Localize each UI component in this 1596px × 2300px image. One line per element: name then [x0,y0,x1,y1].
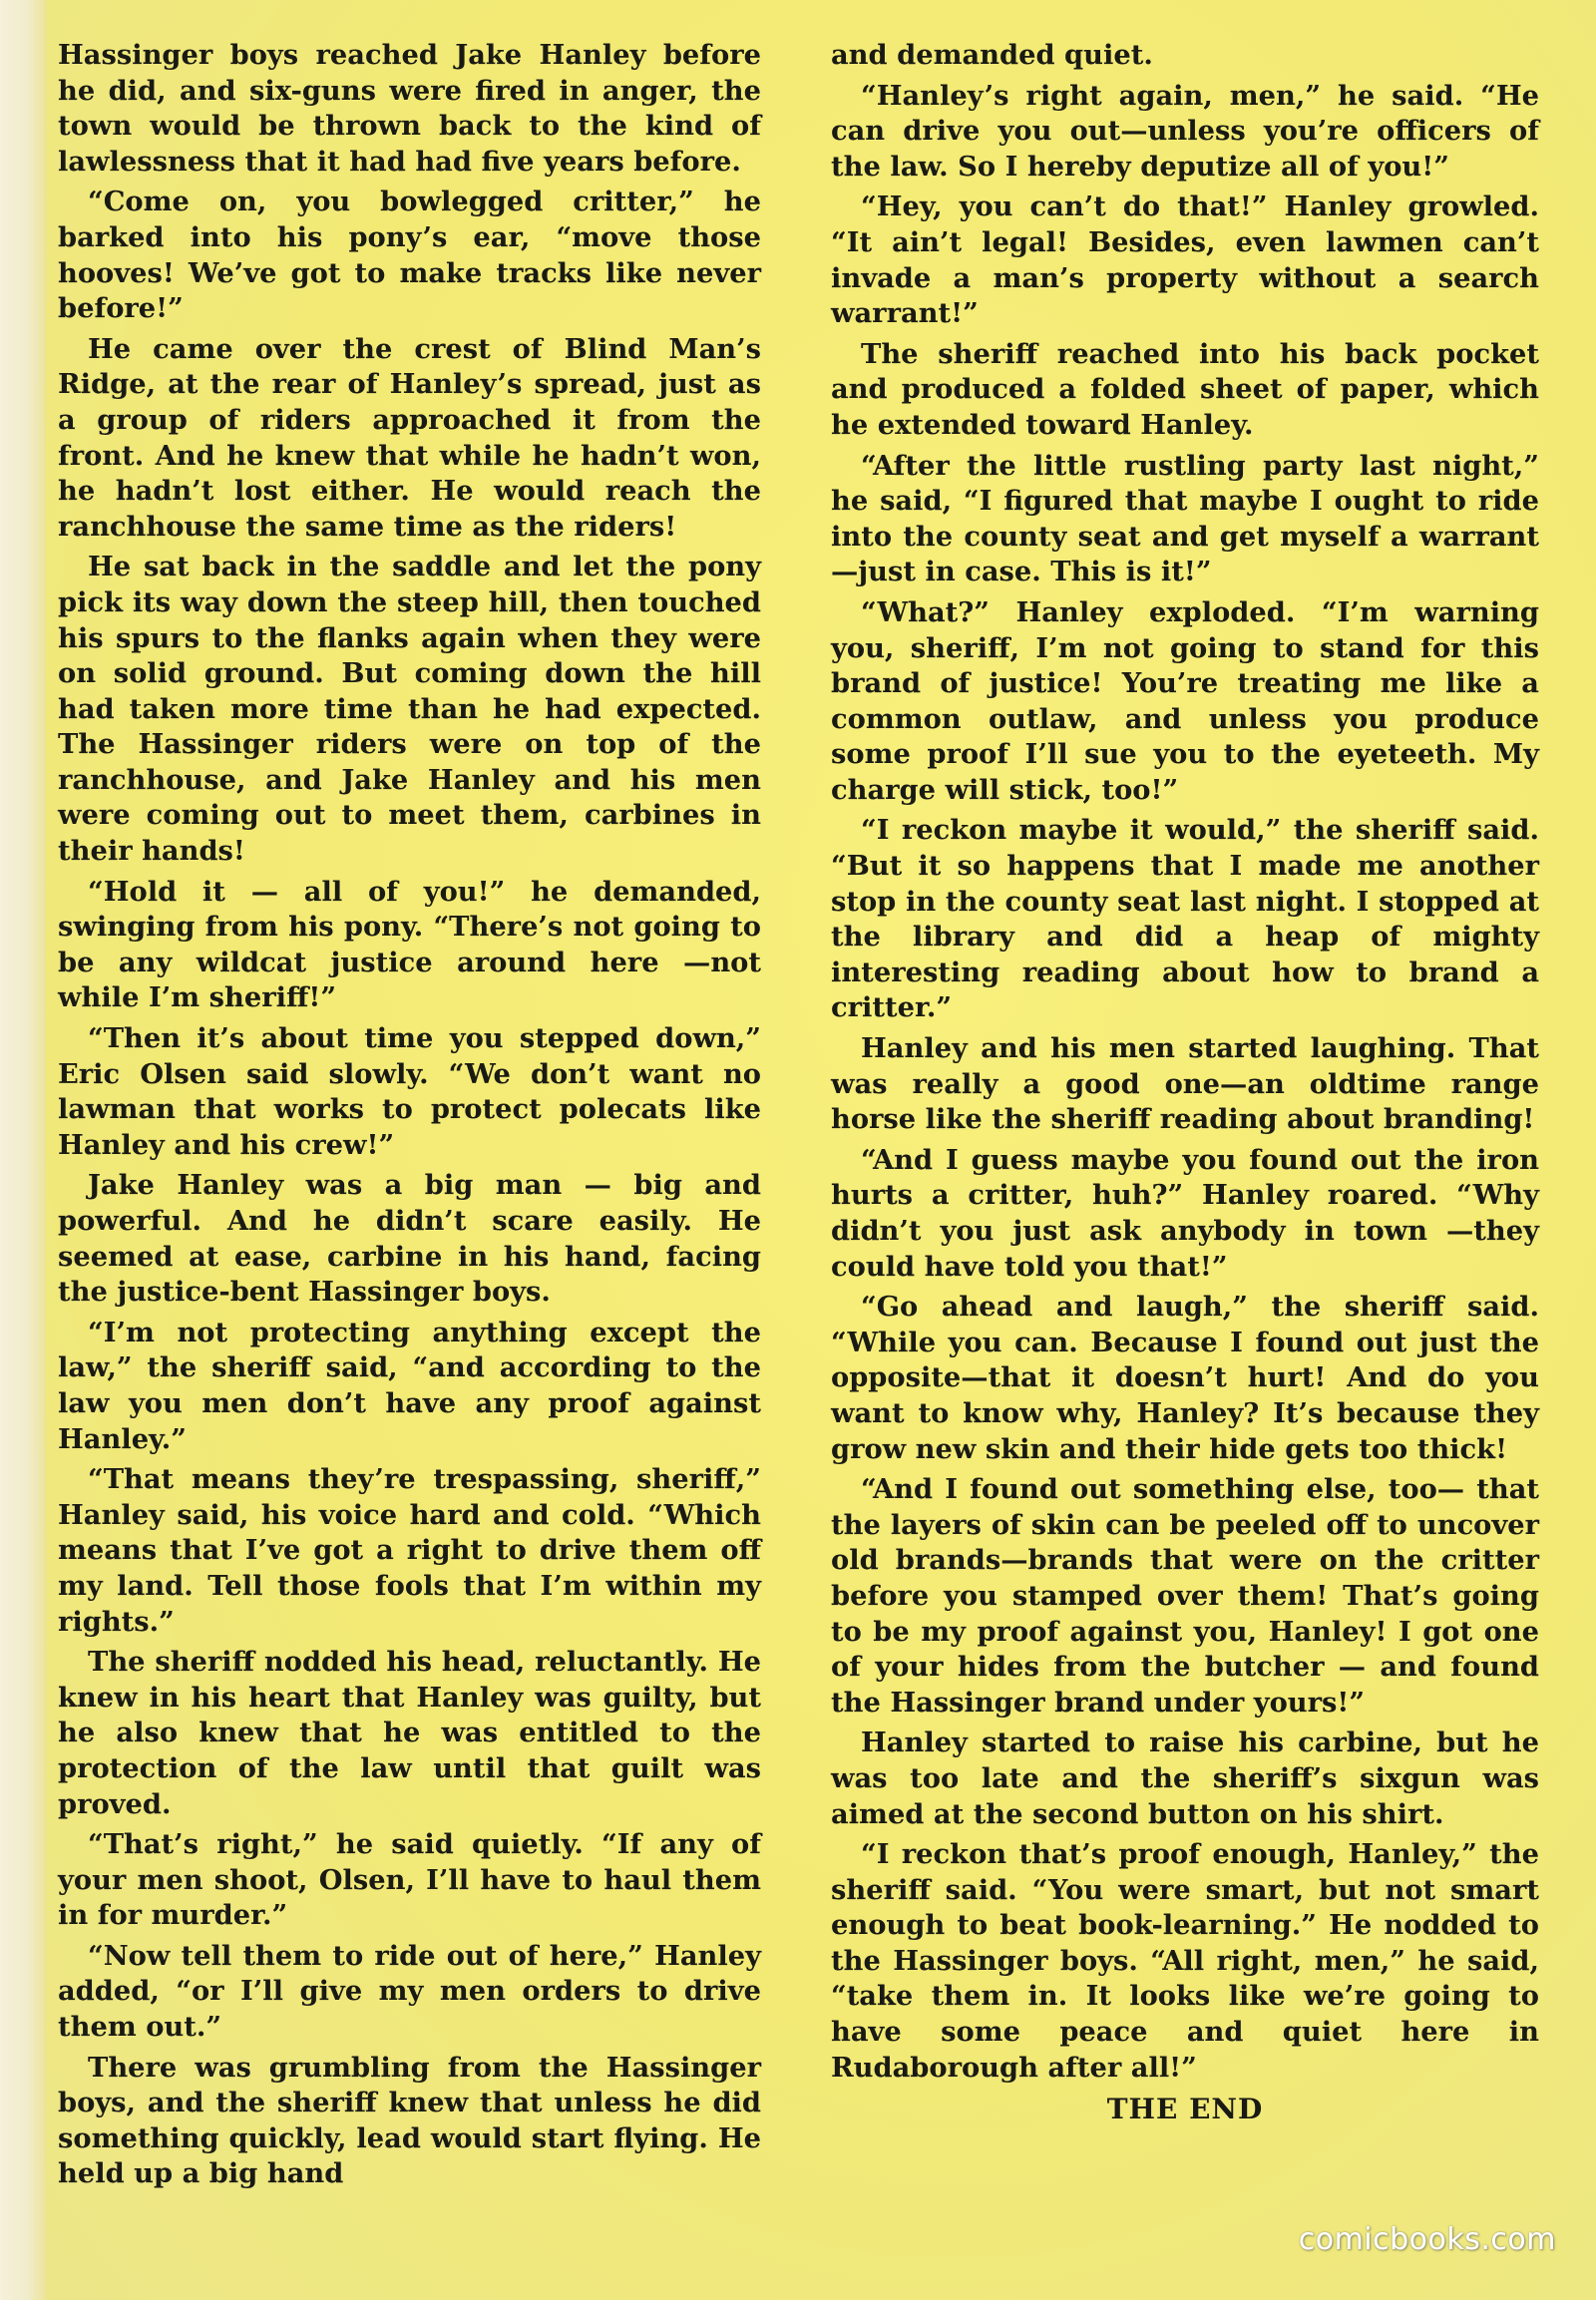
paragraph: “Then it’s about time you stepped down,” Eric Olsen said slowly. “We don’t want no lawman that works to protect polecats like Hanley and his crew!” [58,1022,761,1161]
paragraph: “Hey, you can’t do that!” Hanley growled. “It ain’t legal! Besides, even lawmen can’t invade a man’s property without a search warrant!” [831,191,1539,330]
paragraph: “Come on, you bowlegged critter,” he barked into his pony’s ear, “move those hooves! We’ve got to make tracks like never before!” [58,186,761,325]
paragraph: and demanded quiet. [831,39,1153,71]
paragraph: “Now tell them to ride out of here,” Hanley added, “or I’ll give my men orders to drive them out.” [58,1939,761,2044]
site-watermark: comicbooks.com [1298,2222,1556,2257]
paragraph: He sat back in the saddle and let the pony pick its way down the steep hill, then touched his spurs to the flanks again when they were on solid ground. But coming down the hill had taken more time than he had expected. The Hassinger riders were on top of the ranchhouse, and Jake Hanley and his men were coming out to meet them, carbines in their hands! [58,551,761,868]
paragraph: Jake Hanley was a big man — big and powerful. And he didn’t scare easily. He seemed at ease, carbine in his hand, facing the justice-bent Hassinger boys. [58,1169,761,1309]
paragraph: “After the little rustling party last night,” he said, “I figured that maybe I ought to ride into the county seat and get myself a warrant—just in case. This is it!” [831,449,1539,588]
paragraph: Hanley started to raise his carbine, but he was too late and the sheriff’s sixgun was aimed at the second button on his shirt. [831,1726,1539,1830]
right-text-column [831,38,1539,2132]
paragraph: He came over the crest of Blind Man’s Ridge, at the rear of Hanley’s spread, just as a group of riders approached it from the front. And he knew that while he hadn’t won, he hadn’t lost either. He would reach the ranchhouse the same time as the riders! [58,332,761,543]
paragraph: “I’m not protecting anything except the law,” the sheriff said, “and according to the law you men don’t have any proof against Hanley.” [58,1316,761,1455]
paragraph: There was grumbling from the Hassinger boys, and the sheriff knew that unless he did something quickly, lead would start flying. He held up a big hand [58,2051,761,2190]
paragraph: Hassinger boys reached Jake Hanley before he did, and six-guns were fired in anger, the town would be thrown back to the kind of lawlessness that it had had five years before. [58,39,761,178]
paragraph: Hanley and his men started laughing. That was really a good one—an oldtime range horse like the sheriff reading about branding! [831,1032,1539,1136]
paragraph: “I reckon maybe it would,” the sheriff said. “But it so happens that I made me another stop in the county seat last night. I stopped at the library and did a heap of mighty interesting reading about how to brand a critter.” [831,814,1539,1024]
paragraph: “And I guess maybe you found out the iron hurts a critter, huh?” Hanley roared. “Why didn’t you just ask anybody in town —they could have told you that!” [831,1143,1539,1283]
the-end-label: THE END [1106,2093,1264,2126]
paragraph: “And I found out something else, too— that the layers of skin can be peeled off to uncover old brands—brands that were on the critter before you stamped over them! That’s going to be my proof against you, Hanley! I got one of your hides from the butcher — and found the Hassinger brand under yours!” [831,1473,1539,1719]
paragraph: The sheriff reached into his back pocket and produced a folded sheet of paper, which he extended toward Hanley. [831,337,1539,441]
paragraph: The sheriff nodded his head, reluctantly. He knew in his heart that Hanley was guilty, but he also knew that he was entitled to the protection of the law until that guilt was proved. [58,1646,761,1820]
page-margin [0,0,46,2300]
paragraph: “Hanley’s right again, men,” he said. “He can drive you out—unless you’re officers of the law. So I hereby deputize all of you!” [831,79,1539,183]
paragraph: “Hold it — all of you!” he demanded, swinging from his pony. “There’s not going to be any wildcat justice around here —not while I’m sheriff!” [58,875,761,1014]
paragraph: “What?” Hanley exploded. “I’m warning you, sheriff, I’m not going to stand for this brand of justice! You’re treating me like a common outlaw, and unless you produce some proof I’ll sue you to the eyeteeth. My charge will stick, too!” [831,595,1539,806]
left-text-column [58,38,761,2197]
paragraph: “That’s right,” he said quietly. “If any of your men shoot, Olsen, I’ll have to haul them in for murder.” [58,1828,761,1932]
paragraph: “That means they’re trespassing, sheriff,” Hanley said, his voice hard and cold. “Which means that I’ve got a right to drive them off my land. Tell those fools that I’m within my rights.” [58,1463,761,1638]
paragraph: “Go ahead and laugh,” the sheriff said. “While you can. Because I found out just the opposite—that it doesn’t hurt! And do you want to know why, Hanley? It’s because they grow new skin and their hide gets too thick! [831,1291,1539,1465]
paragraph: “I reckon that’s proof enough, Hanley,” the sheriff said. “You were smart, but not smart enough to beat book-learning.” He nodded to the Hassinger boys. “All right, men,” he said, “take them in. It looks like we’re going to have some peace and quiet here in Rudaborough after all!” [831,1838,1539,2084]
